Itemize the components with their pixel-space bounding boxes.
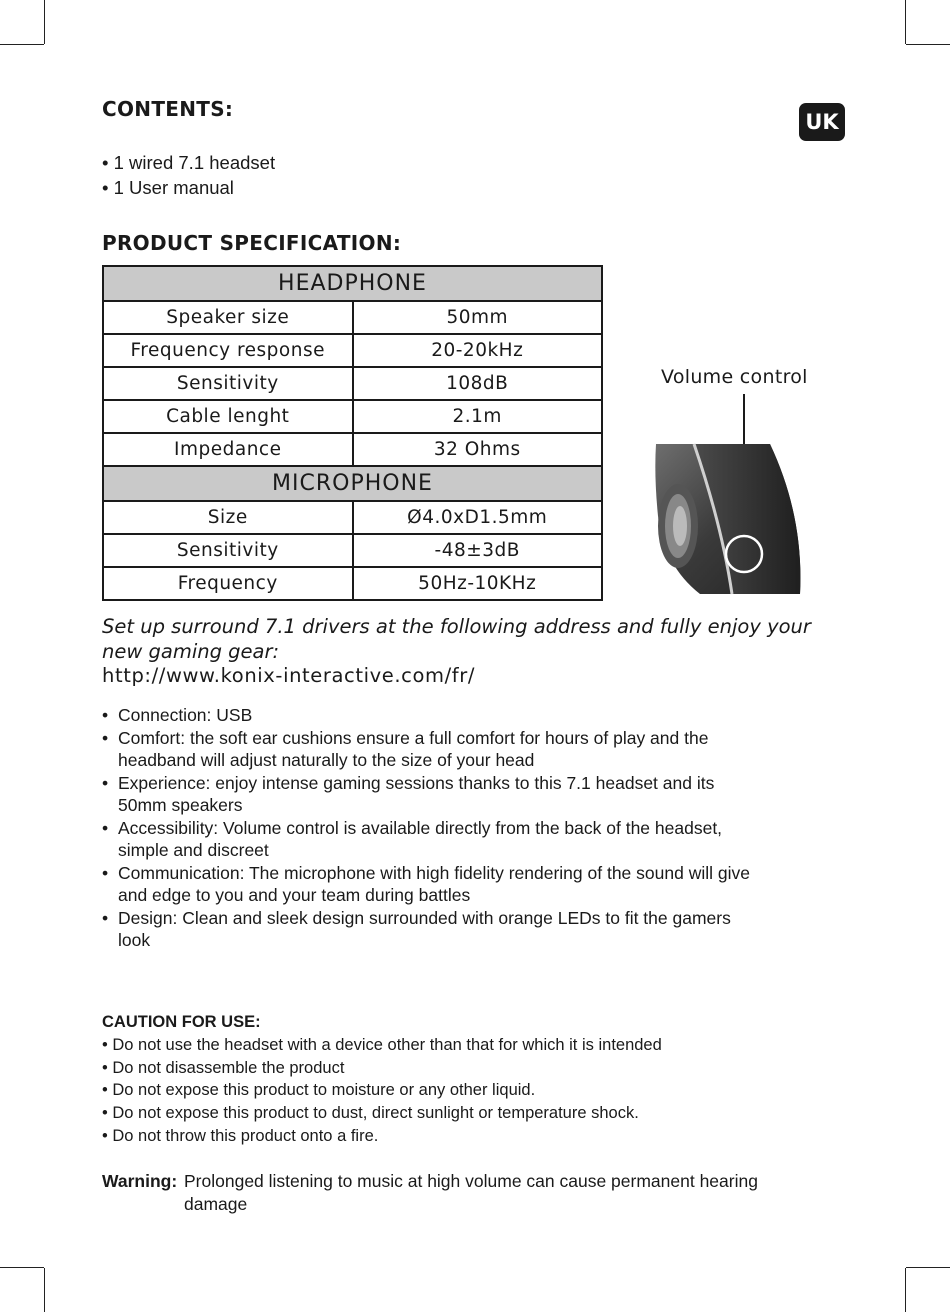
headset-figure xyxy=(640,366,840,606)
table-row xyxy=(103,301,602,334)
table-row xyxy=(103,367,602,400)
table-row xyxy=(103,334,602,367)
volume-control-label: Volume control xyxy=(661,366,808,388)
crop-mark xyxy=(0,1267,44,1268)
spec-value: 50Hz-10KHz xyxy=(353,567,603,600)
crop-mark xyxy=(0,44,44,45)
crop-mark xyxy=(906,44,950,45)
crop-mark xyxy=(905,1268,906,1312)
list-item: • Communication: The microphone with high fidelity rendering of the sound will give and edge to you and your team during battles xyxy=(102,862,762,907)
microphone-header: MICROPHONE xyxy=(103,466,602,501)
features-list xyxy=(102,704,762,952)
spec-value: 50mm xyxy=(353,301,603,334)
list-item: • Do not expose this product to moisture or any other liquid. xyxy=(102,1081,536,1100)
warning-text: Prolonged listening to music at high volume can cause permanent hearing damage xyxy=(184,1171,758,1214)
spec-value: 2.1m xyxy=(353,400,603,433)
warning-block xyxy=(102,1170,822,1216)
list-item: • Do not expose this product to dust, direct sunlight or temperature shock. xyxy=(102,1104,639,1123)
headset-earcup-illustration xyxy=(640,366,840,606)
spec-value: Ø4.0xD1.5mm xyxy=(353,501,603,534)
list-item: • Experience: enjoy intense gaming sessions thanks to this 7.1 headset and its 50mm speakers xyxy=(102,772,762,817)
contents-list xyxy=(102,150,275,200)
setup-instructions: Set up surround 7.1 drivers at the following address and fully enjoy your new gaming gear: xyxy=(102,615,811,663)
list-item: • Do not disassemble the product xyxy=(102,1058,345,1077)
crop-mark xyxy=(905,0,906,44)
spec-label: Sensitivity xyxy=(103,367,353,400)
spec-value: -48±3dB xyxy=(353,534,603,567)
headphone-header: HEADPHONE xyxy=(103,266,602,301)
list-item: • Do not use the headset with a device other than that for which it is intended xyxy=(102,1036,662,1054)
list-item: • Connection: USB xyxy=(102,704,762,727)
list-item: • Comfort: the soft ear cushions ensure a full comfort for hours of play and the headband will adjust naturally to the size of your head xyxy=(102,727,762,772)
spec-value: 108dB xyxy=(353,367,603,400)
list-item: • 1 wired 7.1 headset xyxy=(102,152,276,173)
spec-label: Frequency xyxy=(103,567,353,600)
contents-title: CONTENTS: xyxy=(102,97,234,121)
spec-value: 32 Ohms xyxy=(353,433,603,466)
warning-label: Warning: xyxy=(102,1171,178,1191)
table-row xyxy=(103,433,602,466)
spec-title: PRODUCT SPECIFICATION: xyxy=(102,231,402,255)
list-item: • Design: Clean and sleek design surrounded with orange LEDs to fit the gamers look xyxy=(102,907,762,952)
crop-mark xyxy=(906,1267,950,1268)
spec-label: Cable lenght xyxy=(103,400,353,433)
table-row xyxy=(103,567,602,600)
table-row xyxy=(103,400,602,433)
caution-title: CAUTION FOR USE: xyxy=(102,1013,261,1031)
driver-url: http://www.konix-interactive.com/fr/ xyxy=(102,664,476,687)
spec-label: Speaker size xyxy=(103,301,353,334)
list-item: • 1 User manual xyxy=(102,177,234,198)
language-badge: UK xyxy=(799,103,845,141)
caution-list xyxy=(102,1034,822,1148)
crop-mark xyxy=(44,1268,45,1312)
table-row xyxy=(103,501,602,534)
crop-mark xyxy=(44,0,45,44)
spec-value: 20-20kHz xyxy=(353,334,603,367)
spec-label: Sensitivity xyxy=(103,534,353,567)
spec-label: Frequency response xyxy=(103,334,353,367)
table-row xyxy=(103,534,602,567)
spec-table xyxy=(102,265,603,601)
spec-label: Size xyxy=(103,501,353,534)
list-item: • Do not throw this product onto a fire. xyxy=(102,1126,379,1145)
list-item: • Accessibility: Volume control is available directly from the back of the headset, simple and discreet xyxy=(102,817,762,862)
spec-label: Impedance xyxy=(103,433,353,466)
